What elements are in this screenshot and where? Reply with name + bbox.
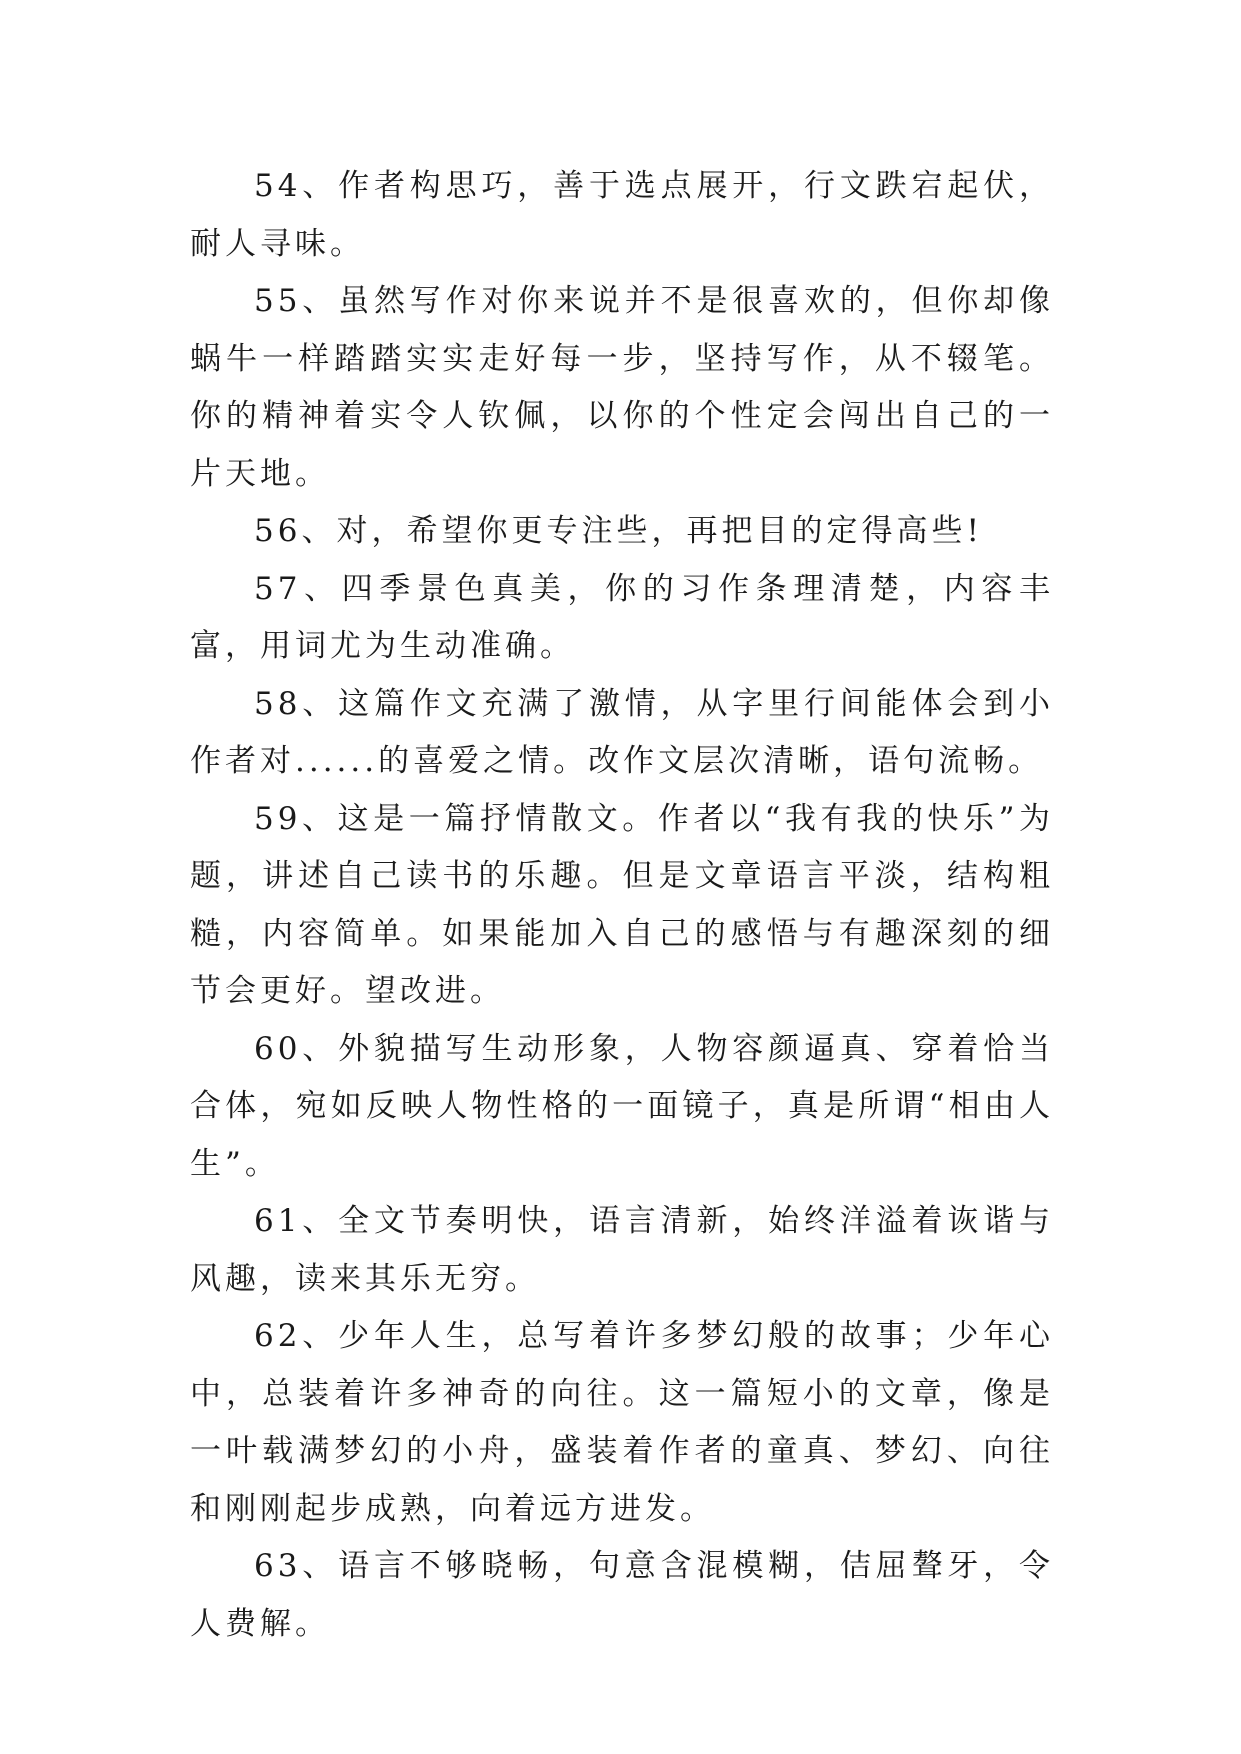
paragraph-comment-62: 62、少年人生，总写着许多梦幻般的故事；少年心中，总装着许多神奇的向往。这一篇短小的文章，像是一叶载满梦幻的小舟，盛装着作者的童真、梦幻、向往和刚刚起步成熟，向着远方进发。	[190, 1318, 1054, 1527]
paragraph-comment-59: 59、这是一篇抒情散文。作者以“我有我的快乐”为题，讲述自己读书的乐趣。但是文章语言平淡，结构粗糙，内容简单。如果能加入自己的感悟与有趣深刻的细节会更好。望改进。	[190, 800, 1054, 1009]
paragraph-comment-55: 55、虽然写作对你来说并不是很喜欢的，但你却像蜗牛一样踏踏实实走好每一步，坚持写作，从不辍笔。你的精神着实令人钦佩，以你的个性定会闯出自己的一片天地。	[190, 283, 1054, 492]
document-body	[190, 158, 1054, 1653]
paragraph-comment-57: 57、四季景色真美，你的习作条理清楚，内容丰富，用词尤为生动准确。	[190, 570, 1054, 664]
paragraph-comment-61: 61、全文节奏明快，语言清新，始终洋溢着诙谐与风趣，读来其乐无穷。	[190, 1203, 1054, 1297]
paragraph-comment-60: 60、外貌描写生动形象，人物容颜逼真、穿着恰当合体，宛如反映人物性格的一面镜子，真是所谓“相由人生”。	[190, 1030, 1054, 1182]
paragraph-comment-56: 56、对，希望你更专注些，再把目的定得高些!	[254, 513, 983, 549]
paragraph-comment-63: 63、语言不够晓畅，句意含混模糊，佶屈聱牙，令人费解。	[190, 1548, 1054, 1642]
paragraph-comment-58: 58、这篇作文充满了激情，从字里行间能体会到小作者对......的喜爱之情。改作文层次清晰，语句流畅。	[190, 685, 1054, 779]
paragraph-comment-54: 54、作者构思巧，善于选点展开，行文跌宕起伏，耐人寻味。	[190, 168, 1054, 262]
